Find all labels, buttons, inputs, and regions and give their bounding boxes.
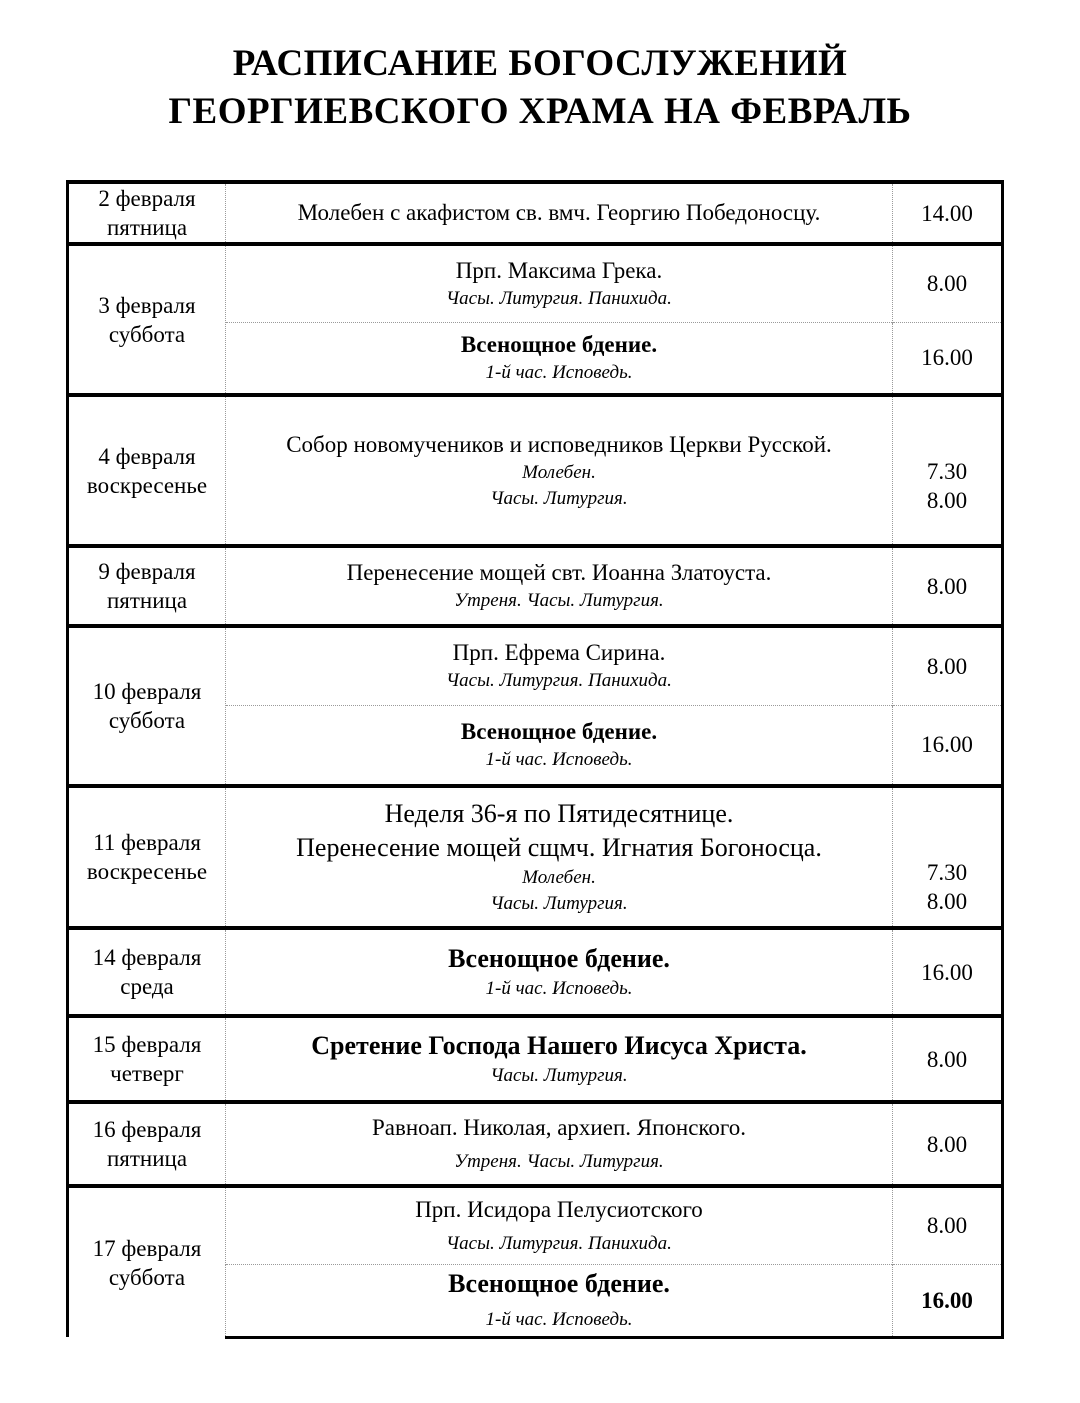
service-cell xyxy=(226,1264,893,1337)
service-detail: 1-й час. Исповедь. xyxy=(485,361,633,383)
date: 3 февраля xyxy=(98,292,196,318)
time-cell: 16.00 xyxy=(893,322,1003,395)
service-cell xyxy=(226,546,893,626)
service-detail: Утреня. Часы. Литургия. xyxy=(454,1151,664,1172)
time-cell: 16.00 xyxy=(893,928,1003,1016)
date: 16 февраля xyxy=(92,1117,202,1142)
time-cell: 8.00 xyxy=(893,546,1003,626)
weekday: пятница xyxy=(106,1146,188,1171)
time-cell: 8.00 xyxy=(893,626,1003,705)
weekday: суббота xyxy=(108,1264,186,1290)
date: 15 февраля xyxy=(92,1032,202,1057)
date-cell xyxy=(68,1186,226,1337)
service-detail: 1-й час. Исповедь. xyxy=(485,748,633,770)
date-cell xyxy=(68,1016,226,1102)
schedule-row xyxy=(68,786,1003,928)
time-value: 8.00 xyxy=(926,889,968,914)
service-cell xyxy=(226,1016,893,1102)
service-detail: Часы. Литургия. xyxy=(490,487,628,509)
service-cell xyxy=(226,705,893,786)
service-detail: Часы. Литургия. Панихида. xyxy=(446,670,672,692)
service-title: Всенощное бдение. xyxy=(448,944,670,973)
service-cell xyxy=(226,1102,893,1186)
time-cell: 8.00 xyxy=(893,1102,1003,1186)
schedule-row xyxy=(68,244,1003,322)
service-cell xyxy=(226,244,893,322)
service-title: Прп. Максима Грека. xyxy=(455,257,663,283)
service-cell xyxy=(226,786,893,928)
date-cell xyxy=(68,244,226,395)
weekday: четверг xyxy=(110,1061,184,1086)
weekday: воскресенье xyxy=(86,472,208,498)
date-cell xyxy=(68,626,226,786)
service-title: Перенесение мощей свт. Иоанна Златоуста. xyxy=(346,560,772,585)
service-detail: 1-й час. Исповедь. xyxy=(485,1309,633,1330)
service-detail: 1-й час. Исповедь. xyxy=(485,978,633,999)
time-cell: 14.00 xyxy=(893,182,1003,244)
service-title: Всенощное бдение. xyxy=(460,718,658,744)
schedule-row xyxy=(68,1102,1003,1186)
service-cell xyxy=(226,626,893,705)
time-cell: 16.00 xyxy=(893,1264,1003,1337)
service-cell xyxy=(226,322,893,395)
service-detail: Часы. Литургия. Панихида. xyxy=(446,1232,672,1254)
service-title: Всенощное бдение. xyxy=(460,331,658,357)
page-title xyxy=(0,40,1080,136)
date-cell xyxy=(68,395,226,546)
schedule-row xyxy=(68,182,1003,244)
schedule-row xyxy=(68,626,1003,705)
service-title: Прп. Ефрема Сирина. xyxy=(452,640,666,666)
service-title: Сретение Господа Нашего Иисуса Христа. xyxy=(311,1031,807,1060)
service-cell xyxy=(226,1186,893,1264)
time-cell: 8.00 xyxy=(893,1016,1003,1102)
service-detail: Молебен. xyxy=(522,867,596,888)
service-title: Прп. Исидора Пелусиотского xyxy=(415,1196,703,1222)
service-title: Собор новомучеников и исповедников Церкви Русской. xyxy=(286,431,832,457)
time-cell xyxy=(893,395,1003,546)
date: 17 февраля xyxy=(92,1235,202,1261)
time-cell: 8.00 xyxy=(893,1186,1003,1264)
date: 4 февраля xyxy=(98,443,196,469)
service-cell xyxy=(226,182,893,244)
title-line-2: ГЕОРГИЕВСКОГО ХРАМА НА ФЕВРАЛЬ xyxy=(168,91,912,132)
schedule-row xyxy=(68,546,1003,626)
service-detail: Часы. Литургия. xyxy=(490,893,628,914)
weekday: пятница xyxy=(106,215,188,240)
service-detail: Часы. Литургия. Панихида. xyxy=(446,287,672,309)
schedule-row xyxy=(68,395,1003,546)
schedule-table xyxy=(66,180,1004,1339)
service-cell xyxy=(226,395,893,546)
service-detail: Утреня. Часы. Литургия. xyxy=(454,590,664,611)
date-cell xyxy=(68,786,226,928)
time-value: 8.00 xyxy=(926,488,968,513)
service-title: Неделя 36-я по Пятидесятнице. xyxy=(384,799,734,828)
time-cell xyxy=(893,786,1003,928)
service-cell xyxy=(226,928,893,1016)
service-title: Всенощное бдение. xyxy=(448,1269,670,1298)
date: 10 февраля xyxy=(92,679,202,704)
service-detail: Часы. Литургия. xyxy=(490,1065,628,1086)
date: 14 февраля xyxy=(92,945,202,970)
date-cell xyxy=(68,1102,226,1186)
date-cell xyxy=(68,182,226,244)
service-title: Равноап. Николая, архиеп. Японского. xyxy=(371,1115,747,1140)
schedule-row xyxy=(68,1016,1003,1102)
weekday: суббота xyxy=(108,708,186,733)
weekday: среда xyxy=(120,974,174,999)
service-title: Молебен с акафистом св. вмч. Георгию Победоносцу. xyxy=(297,200,821,225)
date-cell xyxy=(68,928,226,1016)
schedule-row xyxy=(68,1186,1003,1264)
title-line-1: РАСПИСАНИЕ БОГОСЛУЖЕНИЙ xyxy=(232,43,848,84)
time-cell: 16.00 xyxy=(893,705,1003,786)
weekday: суббота xyxy=(108,321,186,347)
time-value: 7.30 xyxy=(926,459,968,484)
time-cell: 8.00 xyxy=(893,244,1003,322)
weekday: воскресенье xyxy=(86,859,208,884)
weekday: пятница xyxy=(106,588,188,613)
schedule-row xyxy=(68,928,1003,1016)
time-value: 7.30 xyxy=(926,860,968,885)
service-title: Перенесение мощей сщмч. Игнатия Богоносца. xyxy=(296,833,822,862)
date: 2 февраля xyxy=(98,186,196,211)
service-detail: Молебен. xyxy=(522,461,596,483)
date-cell xyxy=(68,546,226,626)
date: 11 февраля xyxy=(93,830,201,855)
date: 9 февраля xyxy=(98,559,196,584)
